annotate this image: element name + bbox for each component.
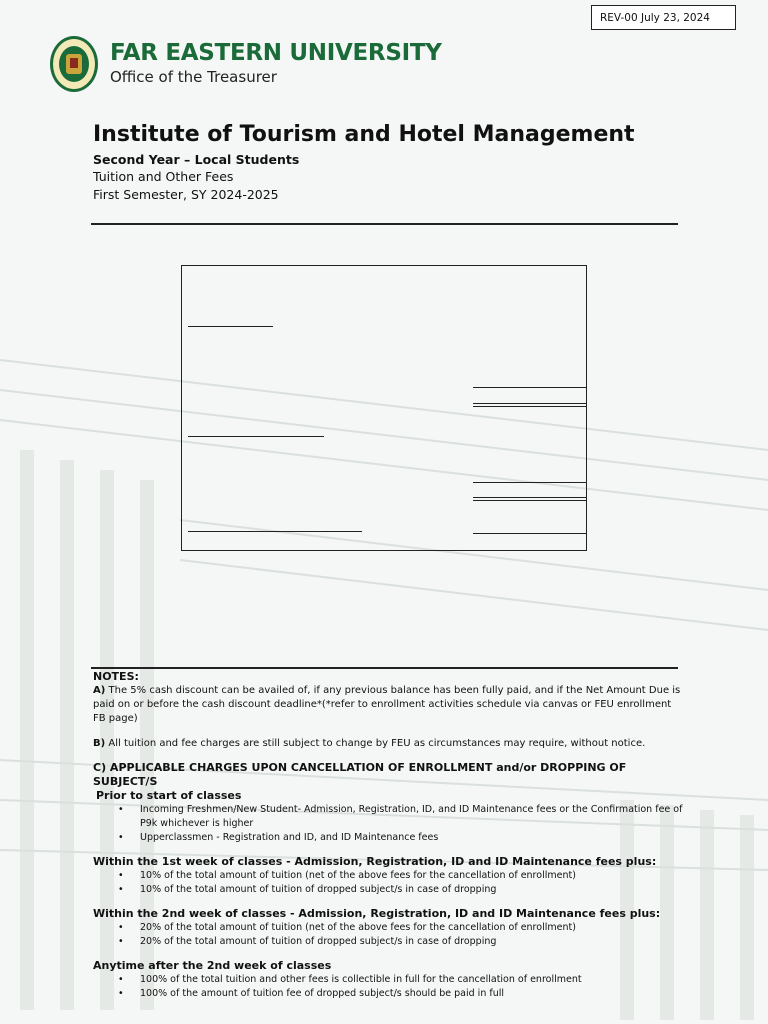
list-item: • 20% of the total amount of tuition of dropped subject/s in case of dropping bbox=[140, 935, 683, 949]
list-item: • Incoming Freshmen/New Student- Admission, Registration, ID, and ID Maintenance fees or the Confirmation fee of P9k whichever is higher bbox=[140, 803, 683, 831]
list-item: • 100% of the total tuition and other fees is collectible in full for the cancellation of enrollment bbox=[140, 973, 683, 987]
fee-line bbox=[473, 533, 587, 534]
fee-type: Tuition and Other Fees bbox=[93, 169, 234, 184]
list-item: • 10% of the total amount of tuition (net of the above fees for the cancellation of enrollment) bbox=[140, 869, 683, 883]
notes-heading: NOTES: bbox=[93, 670, 139, 683]
feu-seal-logo bbox=[48, 34, 100, 94]
divider-top bbox=[91, 223, 678, 225]
document-title: Institute of Tourism and Hotel Management bbox=[93, 122, 635, 147]
note-c-heading: C) APPLICABLE CHARGES UPON CANCELLATION OF ENROLLMENT and/or DROPPING OF SUBJECT/S bbox=[93, 761, 627, 788]
week1-heading: Within the 1st week of classes - Admission, Registration, ID and ID Maintenance fees plus: bbox=[93, 855, 657, 868]
student-category: Second Year – Local Students bbox=[93, 152, 300, 167]
note-b-text: All tuition and fee charges are still subject to change by FEU as circumstances may require, without notice. bbox=[108, 738, 646, 749]
week1-list bbox=[93, 869, 683, 897]
term: First Semester, SY 2024-2025 bbox=[93, 187, 279, 202]
list-item: • 100% of the amount of tuition fee of dropped subject/s should be paid in full bbox=[140, 987, 683, 1001]
list-item: • Upperclassmen - Registration and ID, and ID Maintenance fees bbox=[140, 831, 683, 845]
note-a-label: A) bbox=[93, 685, 106, 696]
notes-section bbox=[93, 670, 683, 1001]
fee-line bbox=[473, 403, 587, 404]
after-list bbox=[93, 973, 683, 1001]
note-a bbox=[93, 684, 683, 726]
university-name: FAR EASTERN UNIVERSITY bbox=[110, 40, 442, 66]
fee-line bbox=[473, 497, 587, 498]
fee-line bbox=[188, 326, 273, 327]
fee-line bbox=[473, 482, 587, 483]
fee-line bbox=[473, 406, 587, 407]
fee-line bbox=[473, 500, 587, 501]
week2-heading: Within the 2nd week of classes - Admission, Registration, ID and ID Maintenance fees plus: bbox=[93, 907, 661, 920]
fee-line bbox=[188, 436, 324, 437]
note-b bbox=[93, 737, 683, 751]
note-a-text: The 5% cash discount can be availed of, if any previous balance has been fully paid, and if the Net Amount Due is paid on or before the cash discount deadline*(*refer to enrollment activities schedule via canvas or FEU enrollment FB page) bbox=[93, 685, 681, 724]
list-item: • 20% of the total amount of tuition (net of the above fees for the cancellation of enrollment) bbox=[140, 921, 683, 935]
after-heading: Anytime after the 2nd week of classes bbox=[93, 959, 332, 972]
prior-heading: Prior to start of classes bbox=[96, 789, 242, 802]
office-name: Office of the Treasurer bbox=[110, 68, 277, 86]
fee-line bbox=[188, 531, 362, 532]
list-item: • 10% of the total amount of tuition of dropped subject/s in case of dropping bbox=[140, 883, 683, 897]
divider-notes bbox=[91, 667, 678, 669]
fee-table-box bbox=[181, 265, 587, 551]
note-b-label: B) bbox=[93, 738, 106, 749]
prior-list bbox=[93, 803, 683, 845]
fee-line bbox=[473, 387, 587, 388]
week2-list bbox=[93, 921, 683, 949]
revision-label: REV-00 July 23, 2024 bbox=[591, 5, 736, 30]
